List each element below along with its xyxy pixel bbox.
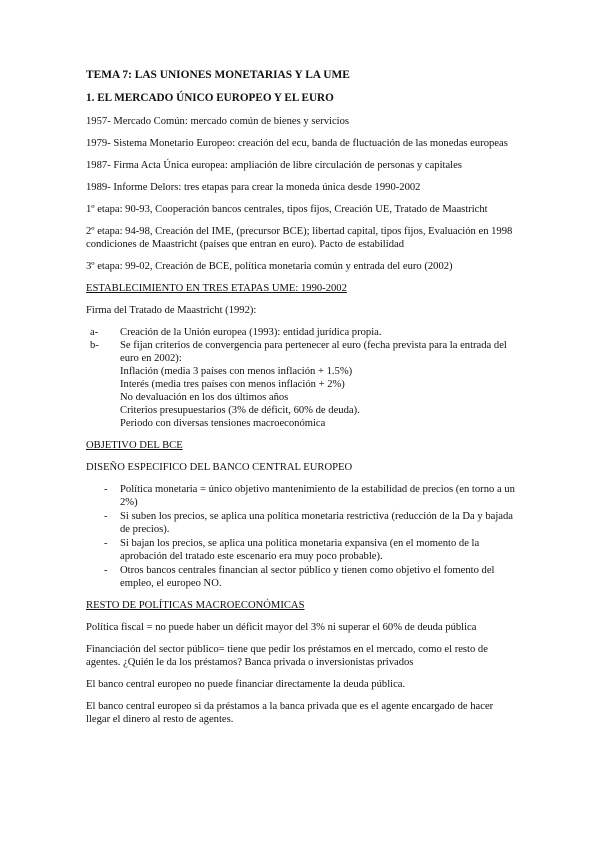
- document-content: [86, 69, 516, 735]
- paragraph-etapa-3: 3º etapa: 99-02, Creación de BCE, política monetaria común y entrada del euro (2002): [86, 261, 453, 272]
- criterion-item: [86, 417, 516, 430]
- list-item-text: Política monetaria = único objetivo mantenimiento de la estabilidad de precios (en torno a un 2%): [120, 484, 515, 508]
- list-marker: a-: [90, 327, 99, 338]
- section-heading-politicas-macro: RESTO DE POLÍTICAS MACROECONÓMICAS: [86, 600, 305, 611]
- paragraph-1979: 1979- Sistema Monetario Europeo: creación del ecu, banda de fluctuación de las monedas europeas: [86, 138, 508, 149]
- list-marker: -: [104, 511, 108, 522]
- criterion-text: Criterios presupuestarios (3% de déficit, 60% de deuda).: [120, 405, 360, 416]
- criterion-text: No devaluación en los dos últimos años: [120, 392, 289, 403]
- criterion-text: Interés (media tres países con menos inflación + 2%): [120, 379, 345, 390]
- criterion-item: [86, 365, 516, 378]
- list-marker: -: [104, 538, 108, 549]
- list-item: [86, 339, 516, 365]
- paragraph-etapa-1: 1º etapa: 90-93, Cooperación bancos centrales, tipos fijos, Creación UE, Tratado de Maastricht: [86, 204, 488, 215]
- section-heading-tres-etapas: ESTABLECIMIENTO EN TRES ETAPAS UME: 1990-2002: [86, 283, 347, 294]
- criterion-text: Inflación (media 3 países con menos inflación + 1.5%): [120, 366, 353, 377]
- criterion-item: [86, 404, 516, 417]
- criterion-item: [86, 378, 516, 391]
- list-item-text: Creación de la Unión europea (1993): entidad jurídica propia.: [120, 327, 382, 338]
- section-heading-objetivo-bce: OBJETIVO DEL BCE: [86, 440, 183, 451]
- list-item-text: Si bajan los precios, se aplica una política monetaria expansiva (en el momento de la aprobación del tratado este escenario era muy poco probable).: [120, 538, 480, 562]
- bce-list: [86, 483, 516, 590]
- list-marker: -: [104, 484, 108, 495]
- paragraph-financiacion: Financiación del sector público= tiene que pedir los préstamos en el mercado, como el resto de agentes. ¿Quién le da los préstamos? Banca privada o inversionistas privados: [86, 644, 488, 668]
- paragraph-etapa-2: 2º etapa: 94-98, Creación del IME, (precursor BCE); libertad capital, tipos fijos, Evaluación en 1998 condiciones de Maastricht (países que entran en euro). Pacto de estabilidad: [86, 226, 513, 250]
- list-item: [86, 483, 516, 509]
- document-title: TEMA 7: LAS UNIONES MONETARIAS Y LA UME: [86, 69, 350, 81]
- section-heading-mercado-unico: 1. EL MERCADO ÚNICO EUROPEO Y EL EURO: [86, 92, 334, 104]
- list-marker: b-: [90, 340, 99, 351]
- paragraph-politica-fiscal: Política fiscal = no puede haber un déficit mayor del 3% ni superar el 60% de deuda pública: [86, 622, 477, 633]
- criterion-item: [86, 391, 516, 404]
- list-item-text: Se fijan criterios de convergencia para pertenecer al euro (fecha prevista para la entrada del euro en 2002):: [120, 340, 507, 364]
- list-item: [86, 510, 516, 536]
- paragraph-1987: 1987- Firma Acta Única europea: ampliación de libre circulación de personas y capitales: [86, 160, 462, 171]
- paragraph-1989: 1989- Informe Delors: tres etapas para crear la moneda única desde 1990-2002: [86, 182, 421, 193]
- maastricht-list: [86, 326, 516, 430]
- section-subheading-diseno-bce: DISEÑO ESPECIFICO DEL BANCO CENTRAL EUROPEO: [86, 462, 353, 473]
- paragraph-bce-prestamos: El banco central europeo si da préstamos a la banca privada que es el agente encargado de hacer llegar el dinero al resto de agentes.: [86, 701, 494, 725]
- list-item: [86, 326, 516, 339]
- maastricht-intro: Firma del Tratado de Maastricht (1992):: [86, 305, 257, 316]
- list-item-text: Si suben los precios, se aplica una política monetaria restrictiva (reducción de la Da y bajada de precios).: [120, 511, 513, 535]
- list-item: [86, 564, 516, 590]
- paragraph-bce-deuda: El banco central europeo no puede financiar directamente la deuda pública.: [86, 679, 406, 690]
- criterion-text: Periodo con diversas tensiones macroeconómica: [120, 418, 326, 429]
- list-item-text: Otros bancos centrales financian al sector público y tienen como objetivo el fomento del empleo, el europeo NO.: [120, 565, 495, 589]
- paragraph-1957: 1957- Mercado Común: mercado común de bienes y servicios: [86, 116, 350, 127]
- list-item: [86, 537, 516, 563]
- list-marker: -: [104, 565, 108, 576]
